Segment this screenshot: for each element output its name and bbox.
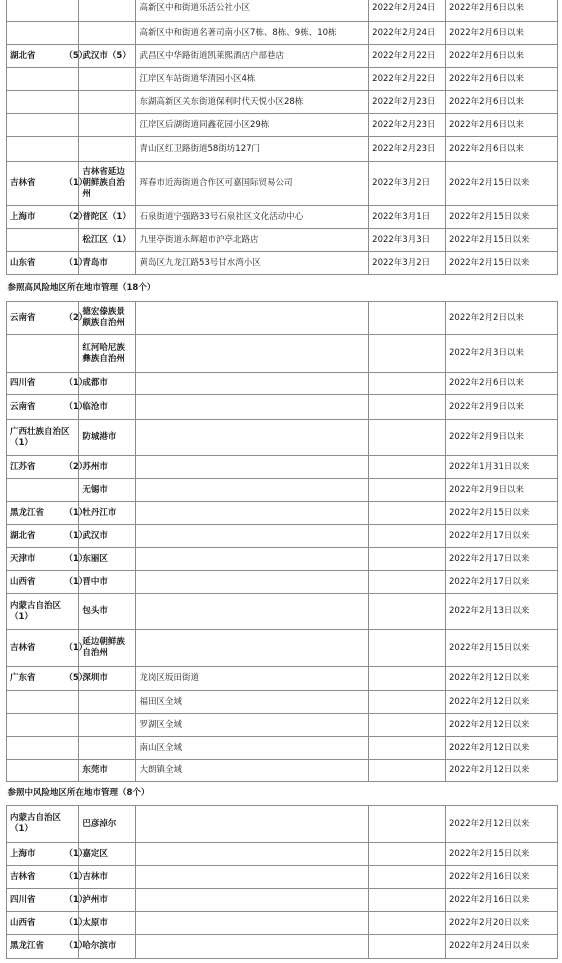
table-row	[7, 889, 558, 912]
province-cell: 内蒙古自治区（1）	[7, 594, 79, 630]
city-cell: 太原市	[79, 912, 136, 935]
province-cell: 吉林省	[7, 866, 62, 889]
table-row	[7, 91, 558, 114]
table-row	[7, 667, 558, 691]
address-cell	[136, 912, 369, 935]
province-cell: 上海市	[7, 843, 62, 866]
province-cell: 四川省	[7, 373, 62, 395]
province-cell: 山西省	[7, 912, 62, 935]
province-count-cell	[61, 0, 79, 22]
since-date-cell: 2022年2月15日以来	[446, 229, 558, 252]
table-row	[7, 571, 558, 594]
since-date-cell: 2022年1月31日以来	[446, 456, 558, 479]
since-date-cell: 2022年2月15日以来	[446, 502, 558, 525]
table-row	[7, 252, 558, 275]
report-date-cell: 2022年3月2日	[369, 252, 446, 275]
city-cell: 松江区（1）	[79, 229, 136, 252]
province-count-cell	[61, 68, 79, 91]
table-row	[7, 456, 558, 479]
since-date-cell: 2022年2月24日以来	[446, 935, 558, 959]
report-date-cell: 2022年2月22日	[369, 68, 446, 91]
city-cell: 德宏傣族景颇族自治州	[79, 302, 136, 335]
province-count-cell: （1）	[61, 889, 79, 912]
city-cell: 巴彦淖尔	[79, 806, 136, 843]
city-cell: 无锡市	[79, 479, 136, 502]
province-cell	[7, 68, 62, 91]
table-row	[7, 935, 558, 959]
province-cell: 湖北省	[7, 525, 62, 548]
city-cell: 成都市	[79, 373, 136, 395]
table-row	[7, 594, 558, 630]
report-date-cell	[369, 912, 446, 935]
city-cell: 临沧市	[79, 395, 136, 420]
since-date-cell: 2022年2月3日以来	[446, 335, 558, 373]
report-date-cell	[369, 571, 446, 594]
province-cell	[7, 737, 62, 760]
address-cell	[136, 502, 369, 525]
province-count-cell: （1）	[61, 912, 79, 935]
city-cell	[79, 137, 136, 162]
since-date-cell: 2022年2月17日以来	[446, 548, 558, 571]
section-header-row	[7, 782, 558, 806]
address-cell: 黄岛区九龙江路53号甘水湾小区	[136, 252, 369, 275]
table-row	[7, 866, 558, 889]
province-count-cell: （5）	[61, 45, 79, 68]
report-date-cell	[369, 335, 446, 373]
province-cell: 江苏省	[7, 456, 62, 479]
address-cell	[136, 548, 369, 571]
city-cell	[79, 68, 136, 91]
report-date-cell	[369, 935, 446, 959]
table-row	[7, 737, 558, 760]
city-cell: 苏州市	[79, 456, 136, 479]
province-count-cell: （1）	[61, 252, 79, 275]
table-row	[7, 68, 558, 91]
since-date-cell: 2022年2月15日以来	[446, 162, 558, 206]
address-cell: 东湖高新区关东街道保利时代天悦小区28栋	[136, 91, 369, 114]
province-cell: 内蒙古自治区（1）	[7, 806, 79, 843]
address-cell: 罗湖区全域	[136, 714, 369, 737]
address-cell	[136, 420, 369, 456]
report-date-cell: 2022年3月1日	[369, 206, 446, 229]
city-cell: 武汉市	[79, 525, 136, 548]
province-cell	[7, 137, 62, 162]
city-cell: 武汉市（5）	[79, 45, 136, 68]
city-cell: 延边朝鲜族自治州	[79, 630, 136, 667]
address-cell: 福田区全域	[136, 691, 369, 714]
since-date-cell: 2022年2月6日以来	[446, 22, 558, 45]
city-cell	[79, 737, 136, 760]
table-row	[7, 373, 558, 395]
province-cell	[7, 22, 62, 45]
address-cell: 龙岗区坂田街道	[136, 667, 369, 691]
province-cell	[7, 229, 62, 252]
province-cell: 黑龙江省	[7, 502, 62, 525]
city-cell: 红河哈尼族彝族自治州	[79, 335, 136, 373]
report-date-cell	[369, 395, 446, 420]
table-row	[7, 0, 558, 22]
table-row	[7, 335, 558, 373]
since-date-cell: 2022年2月15日以来	[446, 252, 558, 275]
city-cell: 哈尔滨市	[79, 935, 136, 959]
province-cell: 广东省	[7, 667, 62, 691]
since-date-cell: 2022年2月12日以来	[446, 806, 558, 843]
province-cell	[7, 114, 62, 137]
province-count-cell: （1）	[61, 571, 79, 594]
since-date-cell: 2022年2月6日以来	[446, 114, 558, 137]
since-date-cell: 2022年2月17日以来	[446, 525, 558, 548]
report-date-cell	[369, 691, 446, 714]
address-cell: 南山区全域	[136, 737, 369, 760]
since-date-cell: 2022年2月13日以来	[446, 594, 558, 630]
province-count-cell: （1）	[61, 525, 79, 548]
section-header-row	[7, 275, 558, 302]
address-cell	[136, 335, 369, 373]
city-cell: 嘉定区	[79, 843, 136, 866]
province-count-cell	[61, 229, 79, 252]
since-date-cell: 2022年2月17日以来	[446, 571, 558, 594]
city-cell	[79, 0, 136, 22]
since-date-cell: 2022年2月9日以来	[446, 395, 558, 420]
table-row	[7, 229, 558, 252]
city-cell	[79, 114, 136, 137]
province-cell	[7, 0, 62, 22]
city-cell	[79, 91, 136, 114]
address-cell: 九里亭街道永辉超市沪亭北路店	[136, 229, 369, 252]
address-cell	[136, 889, 369, 912]
since-date-cell: 2022年2月12日以来	[446, 714, 558, 737]
since-date-cell: 2022年2月9日以来	[446, 479, 558, 502]
province-cell: 四川省	[7, 889, 62, 912]
province-count-cell: （2）	[61, 206, 79, 229]
table-row	[7, 806, 558, 843]
province-cell: 湖北省	[7, 45, 62, 68]
address-cell: 江岸区后湖街道同鑫花园小区29栋	[136, 114, 369, 137]
city-cell: 吉林市	[79, 866, 136, 889]
address-cell: 武昌区中华路街道凯莱熙酒店户部巷店	[136, 45, 369, 68]
province-cell	[7, 335, 62, 373]
address-cell	[136, 456, 369, 479]
province-count-cell: （1）	[61, 548, 79, 571]
address-cell	[136, 571, 369, 594]
since-date-cell: 2022年2月6日以来	[446, 373, 558, 395]
since-date-cell: 2022年2月12日以来	[446, 760, 558, 782]
report-date-cell	[369, 806, 446, 843]
city-cell: 深圳市	[79, 667, 136, 691]
address-cell	[136, 866, 369, 889]
city-cell: 东莞市	[79, 760, 136, 782]
province-cell: 上海市	[7, 206, 62, 229]
since-date-cell: 2022年2月15日以来	[446, 630, 558, 667]
province-count-cell: （2）	[61, 302, 79, 335]
report-date-cell	[369, 420, 446, 456]
since-date-cell: 2022年2月20日以来	[446, 912, 558, 935]
report-date-cell	[369, 373, 446, 395]
city-cell	[79, 714, 136, 737]
province-count-cell: （1）	[61, 502, 79, 525]
city-cell: 吉林省延边朝鲜族自治州	[79, 162, 136, 206]
address-cell	[136, 373, 369, 395]
province-count-cell	[61, 714, 79, 737]
since-date-cell: 2022年2月6日以来	[446, 91, 558, 114]
province-count-cell	[61, 479, 79, 502]
address-cell: 江岸区车站街道华清园小区4栋	[136, 68, 369, 91]
report-date-cell	[369, 594, 446, 630]
report-date-cell	[369, 479, 446, 502]
address-cell: 高新区中和街道名著司南小区7栋、8栋、9栋、10栋	[136, 22, 369, 45]
province-cell: 广西壮族自治区（1）	[7, 420, 79, 456]
table-row	[7, 162, 558, 206]
table-row	[7, 302, 558, 335]
province-cell	[7, 760, 62, 782]
address-cell: 大朗镇全域	[136, 760, 369, 782]
since-date-cell: 2022年2月15日以来	[446, 206, 558, 229]
report-date-cell: 2022年2月22日	[369, 45, 446, 68]
since-date-cell: 2022年2月12日以来	[446, 737, 558, 760]
address-cell: 珲春市近海街道合作区可嘉国际贸易公司	[136, 162, 369, 206]
report-date-cell	[369, 667, 446, 691]
since-date-cell: 2022年2月2日以来	[446, 302, 558, 335]
address-cell	[136, 630, 369, 667]
city-cell	[79, 691, 136, 714]
province-count-cell: （1）	[61, 866, 79, 889]
table-row	[7, 548, 558, 571]
province-cell: 天津市	[7, 548, 62, 571]
province-cell: 山东省	[7, 252, 62, 275]
province-count-cell: （2）	[61, 456, 79, 479]
province-cell	[7, 479, 62, 502]
report-date-cell	[369, 714, 446, 737]
report-date-cell: 2022年2月24日	[369, 22, 446, 45]
province-cell	[7, 691, 62, 714]
province-cell	[7, 714, 62, 737]
report-date-cell	[369, 502, 446, 525]
province-count-cell	[61, 335, 79, 373]
city-cell: 防城港市	[79, 420, 136, 456]
province-count-cell	[61, 91, 79, 114]
table-row	[7, 630, 558, 667]
since-date-cell: 2022年2月12日以来	[446, 667, 558, 691]
address-cell: 青山区红卫路街道58街坊127门	[136, 137, 369, 162]
address-cell	[136, 525, 369, 548]
province-count-cell: （1）	[61, 162, 79, 206]
table-row	[7, 22, 558, 45]
province-cell: 吉林省	[7, 630, 62, 667]
since-date-cell: 2022年2月16日以来	[446, 866, 558, 889]
since-date-cell: 2022年2月12日以来	[446, 691, 558, 714]
since-date-cell: 2022年2月9日以来	[446, 420, 558, 456]
table-row	[7, 45, 558, 68]
table-row	[7, 114, 558, 137]
city-cell: 青岛市	[79, 252, 136, 275]
address-cell	[136, 479, 369, 502]
report-date-cell	[369, 525, 446, 548]
section-title: 参照中风险地区所在地市管理（8个）	[7, 782, 558, 806]
since-date-cell: 2022年2月16日以来	[446, 889, 558, 912]
report-date-cell	[369, 843, 446, 866]
address-cell: 高新区中和街道乐活公社小区	[136, 0, 369, 22]
table-row	[7, 502, 558, 525]
province-count-cell	[61, 737, 79, 760]
province-count-cell	[61, 760, 79, 782]
province-count-cell: （5）	[61, 667, 79, 691]
risk-area-table	[6, 0, 558, 959]
report-date-cell	[369, 456, 446, 479]
province-count-cell	[61, 114, 79, 137]
report-date-cell: 2022年2月23日	[369, 91, 446, 114]
since-date-cell: 2022年2月15日以来	[446, 843, 558, 866]
report-date-cell	[369, 889, 446, 912]
province-count-cell: （1）	[61, 843, 79, 866]
address-cell	[136, 806, 369, 843]
table-row	[7, 479, 558, 502]
province-count-cell: （1）	[61, 935, 79, 959]
city-cell: 东丽区	[79, 548, 136, 571]
table-row	[7, 420, 558, 456]
since-date-cell: 2022年2月6日以来	[446, 0, 558, 22]
report-date-cell: 2022年3月2日	[369, 162, 446, 206]
province-count-cell	[61, 137, 79, 162]
address-cell: 石泉街道宁强路33号石泉社区文化活动中心	[136, 206, 369, 229]
city-cell: 晋中市	[79, 571, 136, 594]
since-date-cell: 2022年2月6日以来	[446, 137, 558, 162]
report-date-cell	[369, 760, 446, 782]
province-count-cell: （1）	[61, 395, 79, 420]
province-cell: 云南省	[7, 395, 62, 420]
city-cell: 牡丹江市	[79, 502, 136, 525]
table-row	[7, 206, 558, 229]
report-date-cell: 2022年2月23日	[369, 114, 446, 137]
province-cell: 吉林省	[7, 162, 62, 206]
city-cell: 普陀区（1）	[79, 206, 136, 229]
table-row	[7, 395, 558, 420]
report-date-cell: 2022年3月3日	[369, 229, 446, 252]
table-row	[7, 525, 558, 548]
section-title: 参照高风险地区所在地市管理（18个）	[7, 275, 558, 302]
since-date-cell: 2022年2月6日以来	[446, 45, 558, 68]
address-cell	[136, 302, 369, 335]
report-date-cell	[369, 302, 446, 335]
report-date-cell: 2022年2月24日	[369, 0, 446, 22]
province-count-cell: （1）	[61, 373, 79, 395]
report-date-cell: 2022年2月23日	[369, 137, 446, 162]
table-row	[7, 714, 558, 737]
province-cell: 山西省	[7, 571, 62, 594]
address-cell	[136, 594, 369, 630]
table-row	[7, 843, 558, 866]
table-row	[7, 137, 558, 162]
report-date-cell	[369, 737, 446, 760]
address-cell	[136, 395, 369, 420]
address-cell	[136, 935, 369, 959]
table-row	[7, 760, 558, 782]
table-row	[7, 691, 558, 714]
province-cell: 黑龙江省	[7, 935, 62, 959]
province-count-cell	[61, 22, 79, 45]
city-cell: 泸州市	[79, 889, 136, 912]
address-cell	[136, 843, 369, 866]
province-count-cell: （1）	[61, 630, 79, 667]
city-cell: 包头市	[79, 594, 136, 630]
report-date-cell	[369, 548, 446, 571]
province-cell: 云南省	[7, 302, 62, 335]
table-row	[7, 912, 558, 935]
since-date-cell: 2022年2月6日以来	[446, 68, 558, 91]
table-body	[7, 0, 558, 959]
province-count-cell	[61, 691, 79, 714]
province-cell	[7, 91, 62, 114]
city-cell	[79, 22, 136, 45]
report-date-cell	[369, 630, 446, 667]
report-date-cell	[369, 866, 446, 889]
